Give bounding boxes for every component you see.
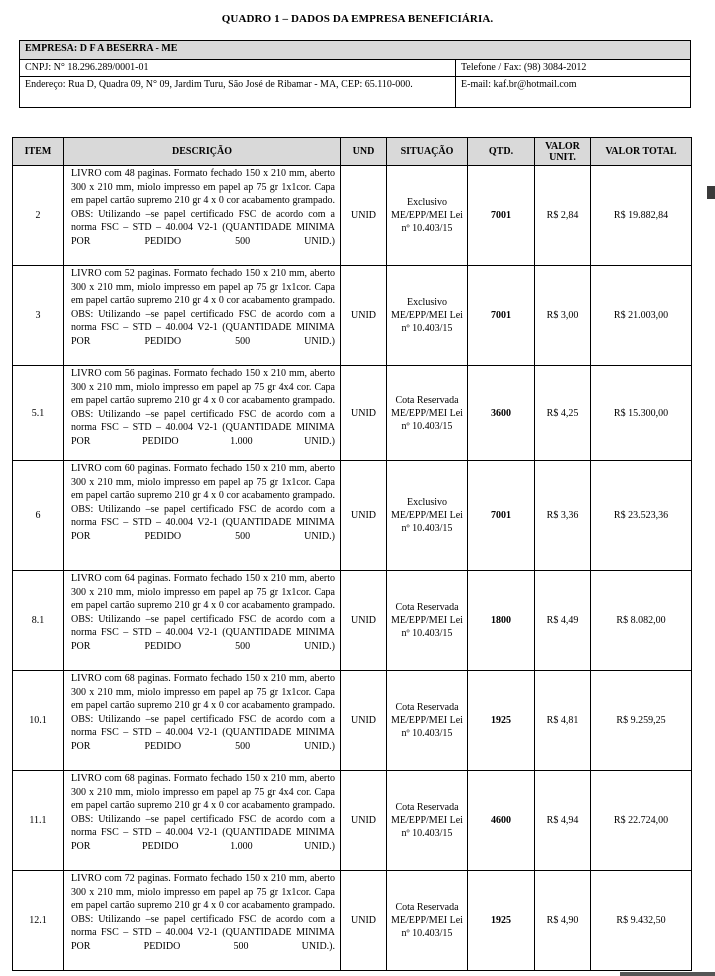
header-valor-total: VALOR TOTAL xyxy=(591,138,692,166)
cell-und: UNID xyxy=(341,166,387,266)
cell-und: UNID xyxy=(341,771,387,871)
company-address: Endereço: Rua D, Quadra 09, N° 09, Jardim Turu, São José de Ribamar - MA, CEP: 65.110-000. xyxy=(20,77,456,108)
header-und: UND xyxy=(341,138,387,166)
cell-qtd: 7001 xyxy=(468,266,535,366)
cell-qtd: 7001 xyxy=(468,461,535,571)
cell-descricao: LIVRO com 72 paginas. Formato fechado 150 x 210 mm, aberto 300 x 210 mm, miolo impresso em papel ap 75 gr 1x1cor. Capa em papel cartão supremo 210 gr 4 x 0 cor acabamento grampado. OBS: Utilizando –se papel certificado FSC de acordo com a norma FSC – STD – 40.004 V2-1 (QUANTIDADE MINIMA POR PEDIDO 500 UNID.). xyxy=(64,871,341,971)
document-title: QUADRO 1 – DADOS DA EMPRESA BENEFICIÁRIA. xyxy=(221,13,494,25)
cell-qtd: 1925 xyxy=(468,871,535,971)
table-row xyxy=(13,871,692,971)
items-table xyxy=(12,137,692,971)
cell-descricao: LIVRO com 48 paginas. Formato fechado 150 x 210 mm, aberto 300 x 210 mm, miolo impresso em papel ap 75 gr 1x1cor. Capa em papel cartão supremo 210 gr 4 x 0 cor acabamento grampado. OBS: Utilizando –se papel certificado FSC de acordo com a norma FSC – STD – 40.004 V2-1 (QUANTIDADE MINIMA POR PEDIDO 500 UNID.) xyxy=(64,166,341,266)
cell-valor-unit: R$ 2,84 xyxy=(535,166,591,266)
table-row xyxy=(13,671,692,771)
cell-qtd: 3600 xyxy=(468,366,535,461)
table-row xyxy=(13,166,692,266)
cell-qtd: 7001 xyxy=(468,166,535,266)
header-descricao: DESCRIÇÃO xyxy=(64,138,341,166)
cell-valor-unit: R$ 3,36 xyxy=(535,461,591,571)
page-bottom-edge xyxy=(620,972,715,976)
cell-und: UNID xyxy=(341,366,387,461)
company-name: EMPRESA: D F A BESERRA - ME xyxy=(20,41,691,60)
page-scroll-marker xyxy=(707,186,715,199)
table-header-row xyxy=(13,138,692,166)
cell-situacao: Exclusivo ME/EPP/MEI Lei nº 10.403/15 xyxy=(387,266,468,366)
cell-item: 3 xyxy=(13,266,64,366)
table-row xyxy=(13,461,692,571)
cell-valor-total: R$ 15.300,00 xyxy=(591,366,692,461)
cell-item: 5.1 xyxy=(13,366,64,461)
table-row xyxy=(13,266,692,366)
company-phone: Telefone / Fax: (98) 3084-2012 xyxy=(456,60,691,77)
cell-valor-unit: R$ 4,90 xyxy=(535,871,591,971)
cell-qtd: 1925 xyxy=(468,671,535,771)
company-cnpj: CNPJ: N° 18.296.289/0001-01 xyxy=(20,60,456,77)
cell-descricao: LIVRO com 68 paginas. Formato fechado 150 x 210 mm, aberto 300 x 210 mm, miolo impresso em papel ap 75 gr 4x4 cor. Capa em papel cartão supremo 210 gr 4 x 0 cor acabamento grampado. OBS: Utilizando –se papel certificado FSC de acordo com a norma FSC – STD – 40.004 V2-1 (QUANTIDADE MINIMA POR PEDIDO 1.000 UNID.) xyxy=(64,771,341,871)
cell-und: UNID xyxy=(341,571,387,671)
cell-valor-total: R$ 9.432,50 xyxy=(591,871,692,971)
cell-descricao: LIVRO com 68 paginas. Formato fechado 150 x 210 mm, aberto 300 x 210 mm, miolo impresso em papel ap 75 gr 1x1cor. Capa em papel cartão supremo 210 gr 4 x 0 cor acabamento grampado. OBS: Utilizando –se papel certificado FSC de acordo com a norma FSC – STD – 40.004 V2-1 (QUANTIDADE MINIMA POR PEDIDO 500 UNID.) xyxy=(64,671,341,771)
cell-descricao: LIVRO com 60 paginas. Formato fechado 150 x 210 mm, aberto 300 x 210 mm, miolo impresso em papel ap 75 gr 1x1cor. Capa em papel cartão supremo 210 gr 4 x 0 cor acabamento grampado. OBS: Utilizando –se papel certificado FSC de acordo com a norma FSC – STD – 40.004 V2-1 (QUANTIDADE MINIMA POR PEDIDO 500 UNID.) xyxy=(64,461,341,571)
cell-situacao: Cota Reservada ME/EPP/MEI Lei nº 10.403/15 xyxy=(387,871,468,971)
cell-item: 6 xyxy=(13,461,64,571)
cell-valor-unit: R$ 3,00 xyxy=(535,266,591,366)
header-qtd: QTD. xyxy=(468,138,535,166)
table-row xyxy=(13,571,692,671)
cell-valor-unit: R$ 4,49 xyxy=(535,571,591,671)
cell-qtd: 1800 xyxy=(468,571,535,671)
cell-und: UNID xyxy=(341,266,387,366)
cell-descricao: LIVRO com 64 paginas. Formato fechado 150 x 210 mm, aberto 300 x 210 mm, miolo impresso em papel ap 75 gr 1x1cor. Capa em papel cartão supremo 210 gr 4 x 0 cor acabamento grampado. OBS: Utilizando –se papel certificado FSC de acordo com a norma FSC – STD – 40.004 V2-1 (QUANTIDADE MINIMA POR PEDIDO 500 UNID.) xyxy=(64,571,341,671)
cell-item: 2 xyxy=(13,166,64,266)
cell-descricao: LIVRO com 56 paginas. Formato fechado 150 x 210 mm, aberto 300 x 210 mm, miolo impresso em papel ap 75 gr 4x4 cor. Capa em papel cartão supremo 210 gr 4 x 0 cor acabamento grampado. OBS: Utilizando –se papel certificado FSC de acordo com a norma FSC – STD – 40.004 V2-1 (QUANTIDADE MINIMA POR PEDIDO 1.000 UNID.) xyxy=(64,366,341,461)
cell-situacao: Exclusivo ME/EPP/MEI Lei nº 10.403/15 xyxy=(387,461,468,571)
cell-valor-total: R$ 22.724,00 xyxy=(591,771,692,871)
cell-item: 10.1 xyxy=(13,671,64,771)
cell-valor-total: R$ 8.082,00 xyxy=(591,571,692,671)
cell-valor-unit: R$ 4,25 xyxy=(535,366,591,461)
cell-valor-total: R$ 19.882,84 xyxy=(591,166,692,266)
cell-valor-total: R$ 23.523,36 xyxy=(591,461,692,571)
cell-situacao: Cota Reservada ME/EPP/MEI Lei nº 10.403/15 xyxy=(387,671,468,771)
header-situacao: SITUAÇÃO xyxy=(387,138,468,166)
table-row xyxy=(13,771,692,871)
cell-situacao: Cota Reservada ME/EPP/MEI Lei nº 10.403/15 xyxy=(387,771,468,871)
cell-qtd: 4600 xyxy=(468,771,535,871)
header-item: ITEM xyxy=(13,138,64,166)
cell-und: UNID xyxy=(341,461,387,571)
cell-valor-unit: R$ 4,94 xyxy=(535,771,591,871)
cell-und: UNID xyxy=(341,671,387,771)
cell-item: 11.1 xyxy=(13,771,64,871)
cell-situacao: Cota Reservada ME/EPP/MEI Lei nº 10.403/15 xyxy=(387,366,468,461)
company-info-table xyxy=(19,40,691,108)
table-row xyxy=(13,366,692,461)
cell-situacao: Cota Reservada ME/EPP/MEI Lei nº 10.403/15 xyxy=(387,571,468,671)
cell-valor-total: R$ 9.259,25 xyxy=(591,671,692,771)
company-email: E-mail: kaf.br@hotmail.com xyxy=(456,77,691,108)
cell-situacao: Exclusivo ME/EPP/MEI Lei nº 10.403/15 xyxy=(387,166,468,266)
cell-item: 12.1 xyxy=(13,871,64,971)
cell-descricao: LIVRO com 52 paginas. Formato fechado 150 x 210 mm, aberto 300 x 210 mm, miolo impresso em papel ap 75 gr 1x1cor. Capa em papel cartão supremo 210 gr 4 x 0 cor acabamento grampado. OBS: Utilizando –se papel certificado FSC de acordo com a norma FSC – STD – 40.004 V2-1 (QUANTIDADE MINIMA POR PEDIDO 500 UNID.) xyxy=(64,266,341,366)
cell-item: 8.1 xyxy=(13,571,64,671)
cell-valor-unit: R$ 4,81 xyxy=(535,671,591,771)
cell-valor-total: R$ 21.003,00 xyxy=(591,266,692,366)
items-table-body xyxy=(13,166,692,971)
header-valor-unit: VALOR UNIT. xyxy=(535,138,591,166)
cell-und: UNID xyxy=(341,871,387,971)
